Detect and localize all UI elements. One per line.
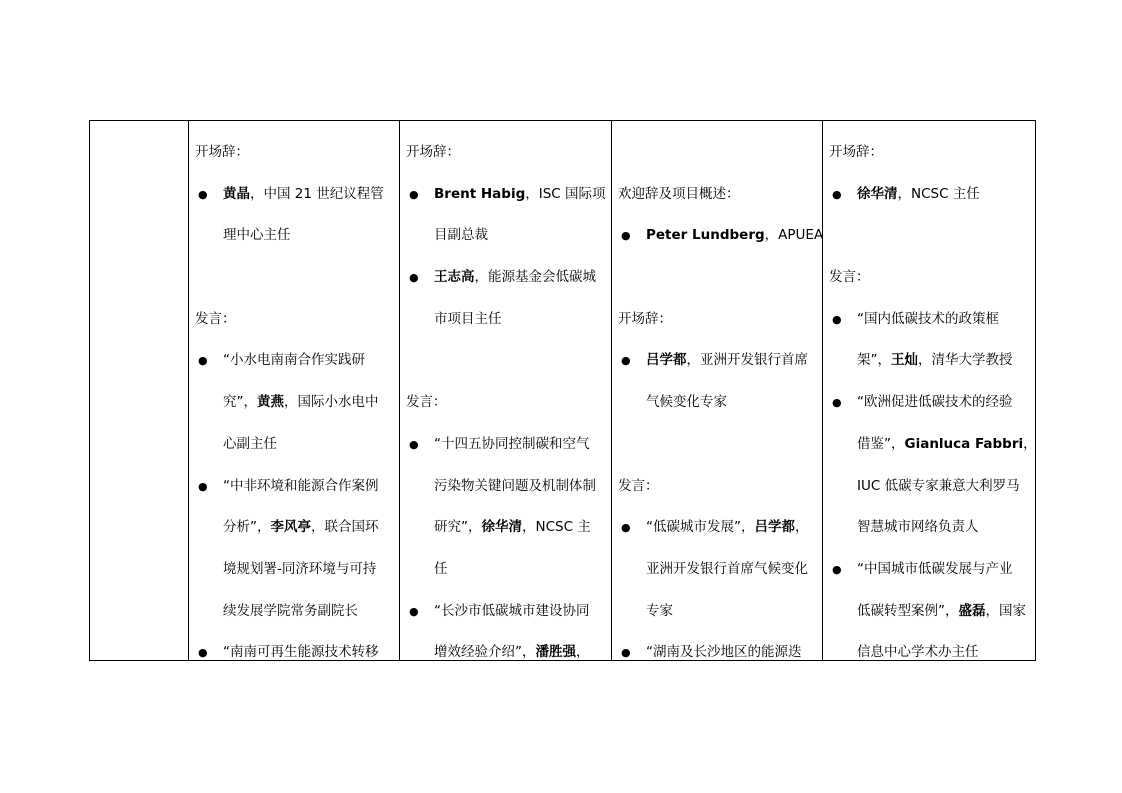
item-text: 理中心主任 <box>223 227 291 244</box>
item-line <box>857 382 1029 424</box>
item-line <box>857 507 1029 549</box>
bullet-icon: ● <box>832 312 842 326</box>
item-text: ，能源基金会低碳城 <box>474 269 596 286</box>
item-text: ，清华大学教授 <box>918 352 1013 369</box>
session-column-3 <box>612 121 823 661</box>
item-text: 分析”， <box>223 519 271 536</box>
speaker-item <box>406 591 605 674</box>
speaker-name: 盛磊 <box>958 602 986 619</box>
bullet-icon: ● <box>832 187 842 201</box>
item-text: ， <box>795 519 809 536</box>
section-heading: 开场辞： <box>829 144 883 160</box>
item-line <box>223 424 393 466</box>
section-heading: 发言： <box>406 394 447 411</box>
item-line <box>223 174 393 216</box>
item-text: 市项目主任 <box>434 310 502 327</box>
item-line <box>223 215 393 257</box>
bullet-icon: ● <box>198 479 208 493</box>
session-column-1 <box>189 121 400 661</box>
item-text: ，ISC 国际项 <box>525 185 606 202</box>
bullet-icon: ● <box>198 354 208 368</box>
item-text: 低碳转型案例”， <box>857 602 959 619</box>
item-text: ，国家 <box>985 602 1026 619</box>
item-text: ，联合国环 <box>311 519 379 536</box>
empty-label-cell <box>90 121 189 661</box>
item-text: 续发展学院常务副院长 <box>223 602 358 619</box>
speaker-item <box>406 424 605 591</box>
bullet-icon: ● <box>832 396 842 410</box>
item-text: IUC 低碳专家兼意大利罗马 <box>857 477 1020 494</box>
item-line <box>646 215 824 257</box>
spacer <box>618 132 816 174</box>
speaker-item <box>195 466 393 633</box>
section-heading: 开场辞： <box>195 144 249 160</box>
item-text: ，亚洲开发银行首席 <box>686 352 808 369</box>
item-text: ，中国 21 世纪议程管 <box>250 185 384 202</box>
speaker-item <box>618 340 816 423</box>
section-heading: 开场辞： <box>618 310 672 327</box>
item-text: ，APUEA <box>764 227 824 244</box>
speaker-item <box>618 507 816 632</box>
item-text: 智慧城市网络负责人 <box>857 519 979 536</box>
item-text: 任 <box>434 560 448 577</box>
speaker-name: 李风亭 <box>270 519 311 536</box>
item-line <box>646 507 816 549</box>
item-text: 研究”， <box>434 519 482 536</box>
item-line <box>646 591 816 633</box>
item-text: “中非环境和能源合作案例 <box>223 477 379 494</box>
item-line <box>434 215 605 257</box>
speaker-name: Brent Habig <box>434 185 526 202</box>
speaker-item <box>618 215 824 257</box>
speaker-name: 黄晶 <box>223 185 250 202</box>
spacer <box>406 340 605 382</box>
bullet-icon: ● <box>409 604 419 618</box>
spacer <box>195 257 393 299</box>
bullet-icon: ● <box>621 354 631 368</box>
item-line <box>223 340 393 382</box>
item-line <box>434 549 605 591</box>
item-line <box>223 591 393 633</box>
item-line <box>434 174 605 216</box>
speaker-item <box>618 632 816 674</box>
speaker-item <box>829 174 1029 216</box>
item-line <box>434 299 605 341</box>
item-text: “长沙市低碳城市建设协同 <box>434 602 590 619</box>
speaker-name: Peter Lundberg <box>646 227 765 244</box>
item-text: “湖南及长沙地区的能源迭 <box>646 644 802 661</box>
spacer <box>618 257 816 299</box>
item-text: ， <box>1023 435 1037 452</box>
item-line <box>434 257 605 299</box>
item-text: “十四五协同控制碳和空气 <box>434 435 590 452</box>
item-text: ，国际小水电中 <box>284 394 379 411</box>
bullet-icon: ● <box>621 646 631 660</box>
item-line <box>857 549 1029 591</box>
item-line <box>857 174 1029 216</box>
item-line <box>857 340 1029 382</box>
speaker-name: 徐华清 <box>857 185 898 202</box>
speaker-name: 吕学都 <box>646 352 687 369</box>
item-text: 专家 <box>646 602 673 619</box>
speaker-name: 王志高 <box>434 269 475 286</box>
item-line <box>857 299 1029 341</box>
speaker-item <box>829 382 1037 549</box>
section-heading: 开场辞： <box>406 144 460 160</box>
speaker-item <box>829 299 1029 382</box>
agenda-row <box>90 121 1036 661</box>
item-text: ，NCSC 主任 <box>897 185 980 202</box>
speaker-name: 黄燕 <box>257 394 284 411</box>
speaker-item <box>406 257 605 340</box>
item-text: “国内低碳技术的政策框 <box>857 310 999 327</box>
session-column-2 <box>400 121 612 661</box>
speaker-item <box>829 549 1029 674</box>
item-text: “低碳城市发展”， <box>646 519 755 536</box>
item-text: 增效经验介绍”， <box>434 644 536 661</box>
item-text: ， <box>576 644 590 661</box>
bullet-icon: ● <box>409 437 419 451</box>
item-line <box>857 424 1037 466</box>
section-heading: 发言： <box>829 269 870 286</box>
item-text: ，NCSC 主 <box>522 519 591 536</box>
speaker-item <box>195 632 393 674</box>
speaker-item <box>195 174 393 257</box>
item-line <box>434 632 605 674</box>
item-line <box>646 340 816 382</box>
bullet-icon: ● <box>198 646 208 660</box>
spacer <box>829 215 1029 257</box>
item-line <box>434 591 605 633</box>
item-text: “中国城市低碳发展与产业 <box>857 560 1013 577</box>
speaker-item <box>195 340 393 465</box>
session-column-4 <box>823 121 1036 661</box>
item-line <box>857 591 1029 633</box>
item-text: 究”， <box>223 394 257 411</box>
spacer <box>618 424 816 466</box>
item-text: 架”， <box>857 352 891 369</box>
item-line <box>434 507 605 549</box>
section-heading: 发言： <box>618 477 659 494</box>
item-line <box>223 549 393 591</box>
item-line <box>434 424 605 466</box>
agenda-table <box>89 120 1036 661</box>
speaker-item <box>406 174 605 257</box>
item-text: 借鉴”， <box>857 435 905 452</box>
bullet-icon: ● <box>409 271 419 285</box>
bullet-icon: ● <box>621 229 631 243</box>
item-text: 目副总裁 <box>434 227 488 244</box>
speaker-name: Gianluca Fabbri <box>904 435 1024 452</box>
item-text: “欧洲促进低碳技术的经验 <box>857 394 1013 411</box>
item-text: “南南可再生能源技术转移 <box>223 644 379 661</box>
bullet-icon: ● <box>832 562 842 576</box>
item-line <box>223 382 393 424</box>
item-text: 心副主任 <box>223 435 277 452</box>
item-line <box>857 632 1029 674</box>
item-line <box>646 549 816 591</box>
item-line <box>223 466 393 508</box>
item-text: 污染物关键问题及机制体制 <box>434 477 596 494</box>
item-text: 境规划署-同济环境与可持 <box>223 560 377 577</box>
item-line <box>646 632 816 674</box>
item-line <box>223 632 393 674</box>
speaker-name: 潘胜强 <box>535 644 576 661</box>
item-text: “小水电南南合作实践研 <box>223 352 365 369</box>
section-heading: 欢迎辞及项目概述： <box>618 185 740 202</box>
item-text: 信息中心学术办主任 <box>857 644 979 661</box>
speaker-name: 吕学都 <box>754 519 795 536</box>
speaker-name: 王灿 <box>891 352 918 369</box>
item-line <box>434 466 605 508</box>
bullet-icon: ● <box>621 521 631 535</box>
speaker-name: 徐华清 <box>481 519 522 536</box>
item-line <box>223 507 393 549</box>
item-line <box>646 382 816 424</box>
item-text: 气候变化专家 <box>646 394 727 411</box>
bullet-icon: ● <box>198 187 208 201</box>
section-heading: 发言： <box>195 310 236 327</box>
item-line <box>857 466 1029 508</box>
item-text: 亚洲开发银行首席气候变化 <box>646 560 808 577</box>
bullet-icon: ● <box>409 187 419 201</box>
